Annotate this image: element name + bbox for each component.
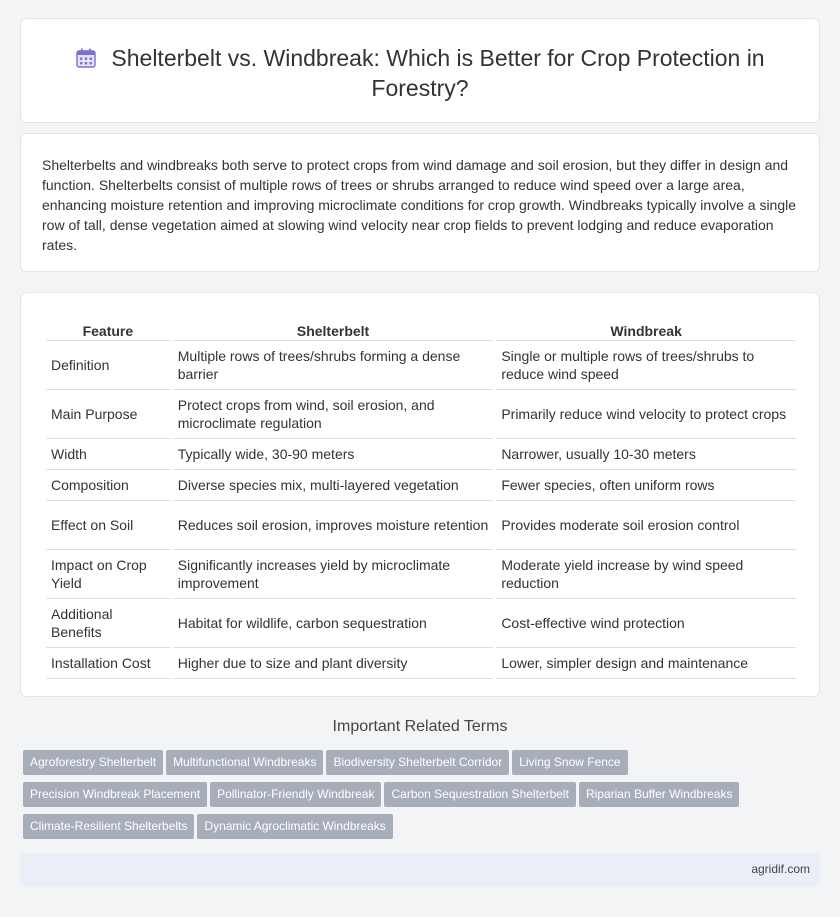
table-row	[46, 648, 796, 679]
row-windbreak: Primarily reduce wind velocity to protect crops	[496, 390, 796, 439]
page-title-text: Shelterbelt vs. Windbreak: Which is Better for Crop Protection in Forestry?	[111, 45, 765, 101]
row-shelterbelt: Typically wide, 30-90 meters	[173, 439, 494, 470]
related-term-tag[interactable]: Biodiversity Shelterbelt Corridor	[326, 750, 509, 775]
table-header-row	[46, 313, 796, 341]
related-terms-list	[23, 750, 783, 846]
related-term-tag[interactable]: Climate-Resilient Shelterbelts	[23, 814, 194, 839]
related-term-tag[interactable]: Riparian Buffer Windbreaks	[579, 782, 740, 807]
row-windbreak: Narrower, usually 10-30 meters	[496, 439, 796, 470]
row-feature: Effect on Soil	[46, 501, 170, 550]
intro-paragraph: Shelterbelts and windbreaks both serve to protect crops from wind damage and soil erosion, but they differ in design and function. Shelterbelts consist of multiple rows of trees or shrubs arranged to reduce wind speed over a large area, enhancing moisture retention and improving microclimate conditions for crop growth. Windbreaks typically involve a single row of tall, dense vegetation aimed at slowing wind velocity near crop fields to prevent lodging and reduce evaporation rates.	[42, 157, 797, 253]
table-row	[46, 550, 796, 599]
intro-card	[20, 133, 820, 272]
column-header-feature: Feature	[46, 313, 170, 341]
row-shelterbelt: Significantly increases yield by microclimate improvement	[173, 550, 494, 599]
header-card	[20, 18, 820, 123]
row-shelterbelt: Protect crops from wind, soil erosion, and microclimate regulation	[173, 390, 494, 439]
related-term-tag[interactable]: Pollinator-Friendly Windbreak	[210, 782, 381, 807]
row-shelterbelt: Reduces soil erosion, improves moisture retention	[173, 501, 494, 550]
table-row	[46, 341, 796, 390]
related-term-tag[interactable]: Precision Windbreak Placement	[23, 782, 207, 807]
row-feature: Main Purpose	[46, 390, 170, 439]
row-feature: Width	[46, 439, 170, 470]
table-row	[46, 599, 796, 648]
comparison-table	[43, 313, 799, 679]
row-feature: Installation Cost	[46, 648, 170, 679]
footer-site-link[interactable]: agridif.com	[751, 862, 810, 876]
footer-bar	[20, 853, 820, 886]
table-row	[46, 439, 796, 470]
row-shelterbelt: Diverse species mix, multi-layered vegetation	[173, 470, 494, 501]
row-windbreak: Fewer species, often uniform rows	[496, 470, 796, 501]
row-windbreak: Cost-effective wind protection	[496, 599, 796, 648]
related-term-tag[interactable]: Agroforestry Shelterbelt	[23, 750, 163, 775]
row-windbreak: Lower, simpler design and maintenance	[496, 648, 796, 679]
comparison-card	[20, 292, 820, 697]
row-feature: Composition	[46, 470, 170, 501]
row-feature: Impact on Crop Yield	[46, 550, 170, 599]
page-title	[61, 43, 779, 103]
table-row	[46, 470, 796, 501]
row-shelterbelt: Habitat for wildlife, carbon sequestration	[173, 599, 494, 648]
column-header-windbreak: Windbreak	[496, 313, 796, 341]
related-term-tag[interactable]: Dynamic Agroclimatic Windbreaks	[197, 814, 392, 839]
related-term-tag[interactable]: Living Snow Fence	[512, 750, 627, 775]
row-windbreak: Provides moderate soil erosion control	[496, 501, 796, 550]
table-row	[46, 390, 796, 439]
row-windbreak: Moderate yield increase by wind speed reduction	[496, 550, 796, 599]
related-term-tag[interactable]: Carbon Sequestration Shelterbelt	[384, 782, 575, 807]
related-terms-heading: Important Related Terms	[332, 718, 508, 735]
row-shelterbelt: Higher due to size and plant diversity	[173, 648, 494, 679]
row-windbreak: Single or multiple rows of trees/shrubs to reduce wind speed	[496, 341, 796, 390]
calendar-icon	[75, 47, 97, 69]
row-shelterbelt: Multiple rows of trees/shrubs forming a dense barrier	[173, 341, 494, 390]
row-feature: Definition	[46, 341, 170, 390]
table-row	[46, 501, 796, 550]
related-term-tag[interactable]: Multifunctional Windbreaks	[166, 750, 323, 775]
row-feature: Additional Benefits	[46, 599, 170, 648]
column-header-shelterbelt: Shelterbelt	[173, 313, 494, 341]
